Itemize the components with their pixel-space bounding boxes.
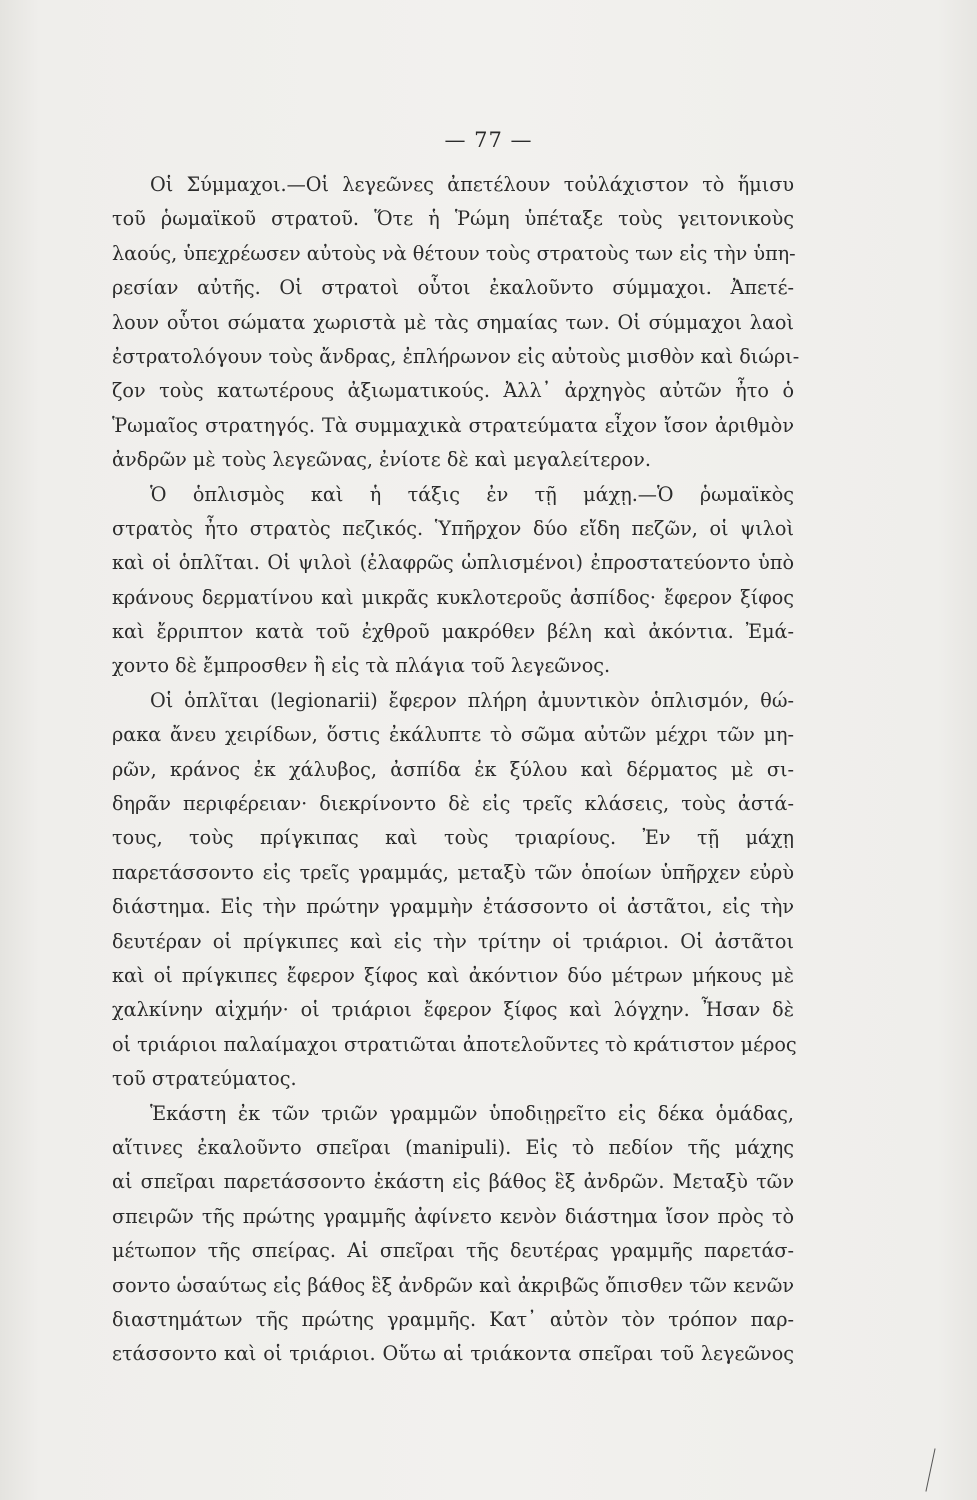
text-line: καὶ ἔρριπτον κατὰ τοῦ ἐχθροῦ μακρόθεν βέλη καὶ ἀκόντια. Ἐμά-	[112, 620, 794, 644]
text-line: διάστημα. Εἰς τὴν πρώτην γραμμὴν ἐτάσσοντο οἱ ἀστᾶτοι, εἰς τὴν	[112, 895, 794, 919]
text-line: ρῶν, κράνος ἐκ χάλυβος, ἀσπίδα ἐκ ξύλου καὶ δέρματος μὲ σι-	[112, 757, 794, 781]
text-line: χαλκίνην αἰχμήν· οἱ τριάριοι ἔφερον ξίφος καὶ λόγχην. Ἦσαν δὲ	[112, 998, 794, 1022]
text-line: ετάσσοντο καὶ οἱ τριάριοι. Οὕτω αἱ τριάκοντα σπεῖραι τοῦ λεγεῶνος	[112, 1342, 794, 1366]
text-line: παρετάσσοντο εἰς τρεῖς γραμμάς, μεταξὺ τῶν ὁποίων ὑπῆρχεν εὐρὺ	[112, 860, 794, 884]
text-line: Οἱ ὁπλῖται (legionarii) ἔφερον πλήρη ἀμυντικὸν ὁπλισμόν, θώ-	[150, 688, 794, 712]
text-line: Ῥωμαῖος στρατηγός. Τὰ συμμαχικὰ στρατεύματα εἶχον ἴσον ἀριθμὸν	[112, 413, 794, 437]
text-line: σπειρῶν τῆς πρώτης γραμμῆς ἀφίνετο κενὸν διάστημα ἴσον πρὸς τὸ	[112, 1204, 794, 1228]
text-line: λαούς, ὑπεχρέωσεν αὐτοὺς νὰ θέτουν τοὺς στρατοὺς των εἰς τὴν ὑπη-	[112, 241, 796, 265]
text-line: χοντο δὲ ἔμπροσθεν ἢ εἰς τὰ πλάγια τοῦ λεγεῶνος.	[112, 654, 611, 678]
text-line: Ὁ ὁπλισμὸς καὶ ἡ τάξις ἐν τῇ μάχῃ.—Ὁ ῥωμαϊκὸς	[150, 482, 794, 506]
text-line: Οἱ Σύμμαχοι.—Οἱ λεγεῶνες ἀπετέλουν τοὐλάχιστον τὸ ἥμισυ	[150, 173, 794, 196]
text-line: τοῦ ῥωμαϊκοῦ στρατοῦ. Ὅτε ἡ Ῥώμη ὑπέταξε τοὺς γειτονικοὺς	[112, 207, 794, 231]
text-line: στρατὸς ἦτο στρατὸς πεζικός. Ὑπῆρχον δύο εἴδη πεζῶν, οἱ ψιλοὶ	[112, 516, 794, 540]
text-line: Ἑκάστη ἐκ τῶν τριῶν γραμμῶν ὑποδιῃρεῖτο εἰς δέκα ὁμάδας,	[150, 1101, 794, 1125]
text-line: μέτωπον τῆς σπείρας. Αἱ σπεῖραι τῆς δευτέρας γραμμῆς παρετάσ-	[112, 1239, 794, 1263]
body-text	[112, 168, 800, 1372]
text-line: δευτέραν οἱ πρίγκιπες καὶ εἰς τὴν τρίτην οἱ τριάριοι. Οἱ ἀστᾶτοι	[112, 929, 794, 953]
text-line: ρεσίαν αὐτῆς. Οἱ στρατοὶ οὗτοι ἐκαλοῦντο σύμμαχοι. Ἀπετέ-	[112, 276, 794, 300]
page-number: — 77 —	[444, 128, 533, 152]
text-line: τοῦ στρατεύματος.	[112, 1067, 297, 1091]
pencil-mark	[925, 1448, 935, 1491]
text-line: κράνους δερματίνου καὶ μικρᾶς κυκλοτεροῦς ἀσπίδος· ἔφερον ξίφος	[112, 585, 794, 609]
text-line: ἐστρατολόγουν τοὺς ἄνδρας, ἐπλήρωνον εἰς αὐτοὺς μισθὸν καὶ διώρι-	[112, 344, 800, 368]
text-line: δηρᾶν περιφέρειαν· διεκρίνοντο δὲ εἰς τρεῖς κλάσεις, τοὺς ἀστά-	[112, 792, 794, 816]
text-line: διαστημάτων τῆς πρώτης γραμμῆς. Κατ᾽ αὐτὸν τὸν τρόπον παρ-	[112, 1307, 794, 1331]
text-line: λουν οὗτοι σώματα χωριστὰ μὲ τὰς σημαίας των. Οἱ σύμμαχοι λαοὶ	[112, 310, 794, 334]
text-line: αἵτινες ἐκαλοῦντο σπεῖραι (manipuli). Εἰς τὸ πεδίον τῆς μάχης	[112, 1135, 794, 1159]
text-line: καὶ οἱ ὁπλῖται. Οἱ ψιλοὶ (ἐλαφρῶς ὡπλισμένοι) ἐπροστατεύοντο ὑπὸ	[112, 551, 794, 575]
text-line: σοντο ὡσαύτως εἰς βάθος ἓξ ἀνδρῶν καὶ ἀκριβῶς ὄπισθεν τῶν κενῶν	[112, 1273, 795, 1297]
text-line: ρακα ἄνευ χειρίδων, ὅστις ἐκάλυπτε τὸ σῶμα αὐτῶν μέχρι τῶν μη-	[112, 723, 794, 747]
text-line: τους, τοὺς πρίγκιπας καὶ τοὺς τριαρίους. Ἐν τῇ μάχῃ	[112, 826, 794, 850]
text-line: αἱ σπεῖραι παρετάσσοντο ἑκάστη εἰς βάθος ἓξ ἀνδρῶν. Μεταξὺ τῶν	[112, 1170, 794, 1194]
text-line: οἱ τριάριοι παλαίμαχοι στρατιῶται ἀποτελοῦντες τὸ κράτιστον μέρος	[112, 1032, 797, 1056]
text-line: καὶ οἱ πρίγκιπες ἔφερον ξίφος καὶ ἀκόντιον δύο μέτρων μήκους μὲ	[112, 963, 794, 987]
text-line: ἀνδρῶν μὲ τοὺς λεγεῶνας, ἐνίοτε δὲ καὶ μεγαλείτερον.	[112, 448, 651, 472]
text-line: ζον τοὺς κατωτέρους ἀξιωματικούς. Ἀλλ᾽ ἀρχηγὸς αὐτῶν ἦτο ὁ	[112, 379, 794, 403]
